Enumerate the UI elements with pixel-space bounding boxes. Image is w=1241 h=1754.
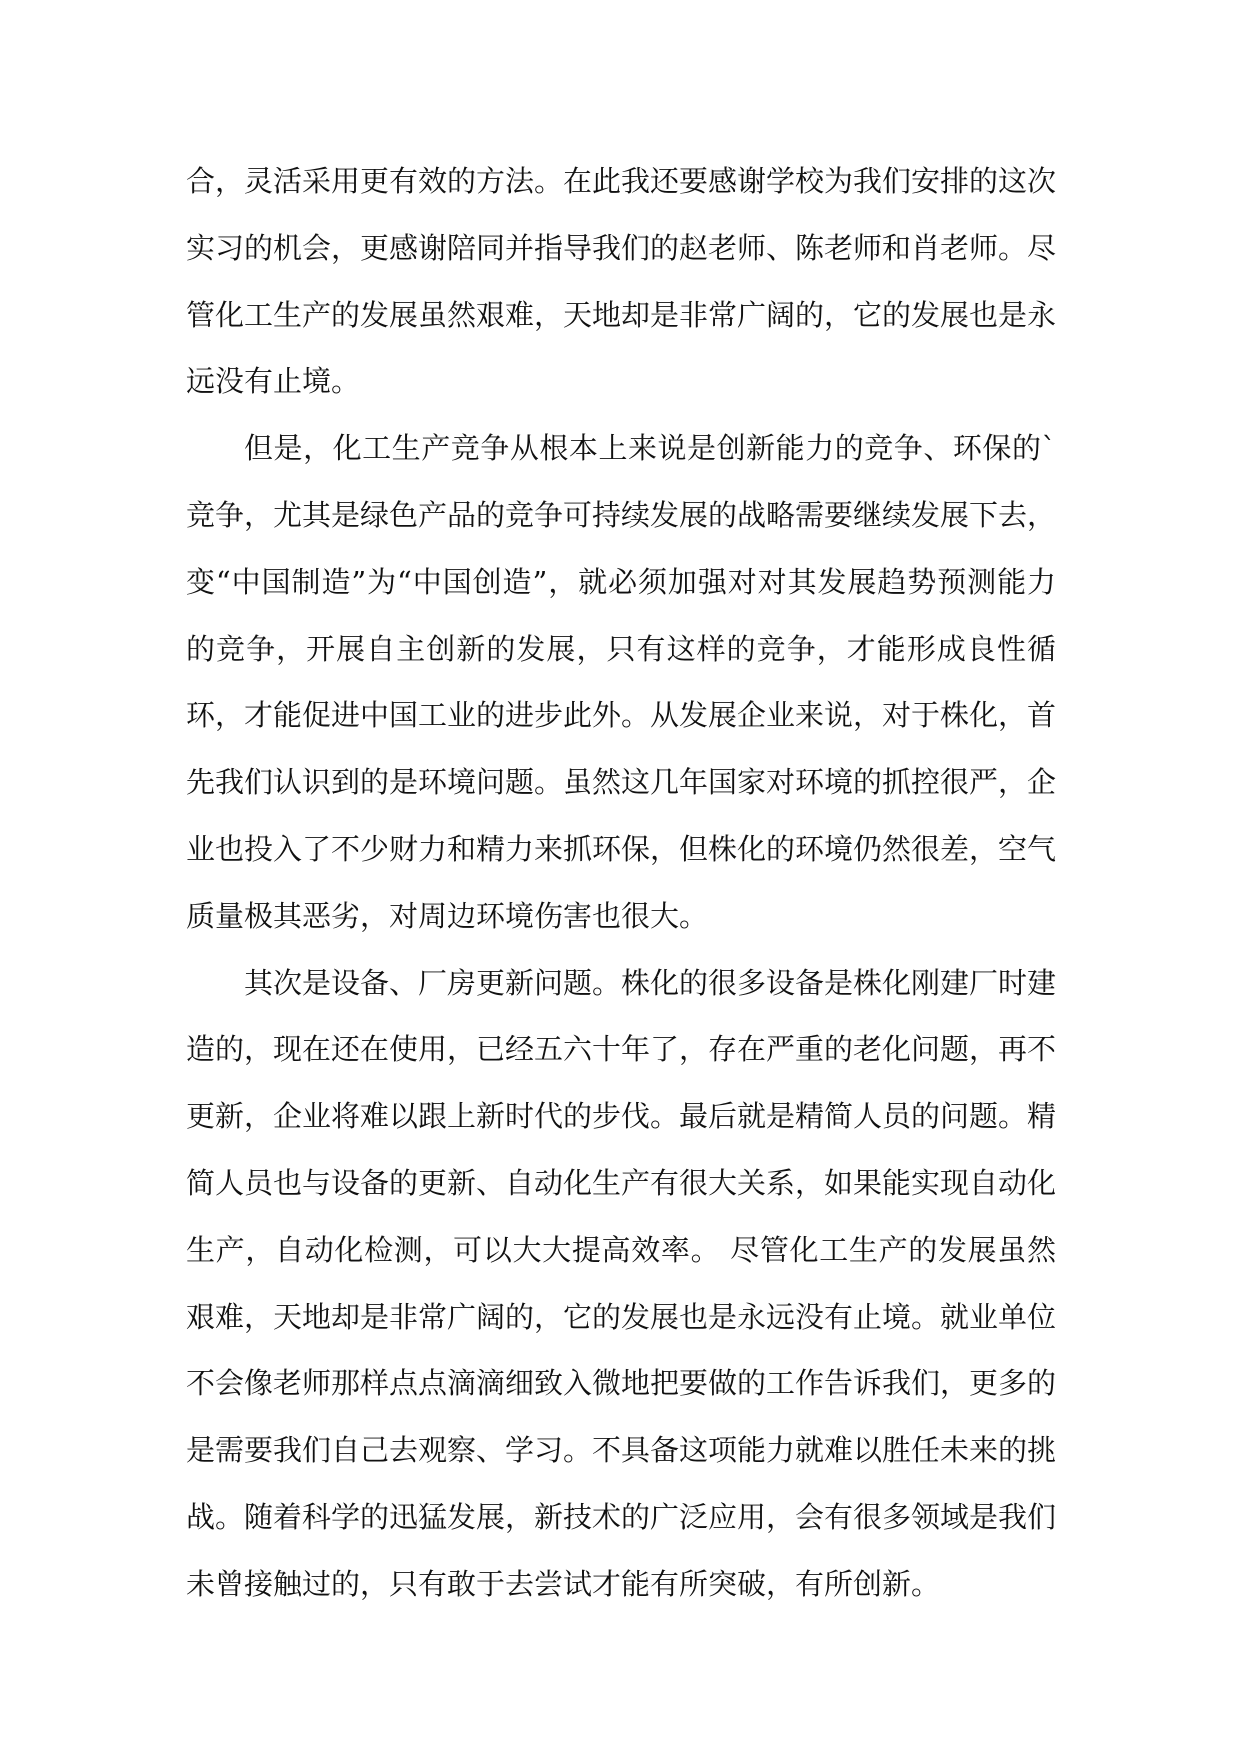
paragraph-3: 其次是设备、厂房更新问题。株化的很多设备是株化刚建厂时建造的，现在还在使用，已经五六十年了，存在严重的老化问题，再不更新，企业将难以跟上新时代的步伐。最后就是精简人员的问题。精简人员也与设备的更新、自动化生产有很大关系，如果能实现自动化生产，自动化检测，可以大大提高效率。 尽管化工生产的发展虽然艰难，天地却是非常广阔的，它的发展也是永远没有止境。就业单位不会像老师那样点点滴滴细致入微地把要做的工作告诉我们，更多的是需要我们自己去观察、学习。不具备这项能力就难以胜任未来的挑战。随着科学的迅猛发展，新技术的广泛应用，会有很多领域是我们未曾接触过的，只有敢于去尝试才能有所突破，有所创新。	[186, 965, 1057, 1601]
paragraph-2: 但是，化工生产竞争从根本上来说是创新能力的竞争、环保的`竞争，尤其是绿色产品的竞争可持续发展的战略需要继续发展下去，变“中国制造”为“中国创造”，就必须加强对对其发展趋势预测能力的竞争，开展自主创新的发展，只有这样的竞争，才能形成良性循环，才能促进中国工业的进步此外。从发展企业来说，对于株化，首先我们认识到的是环境问题。虽然这几年国家对环境的抓控很严，企业也投入了不少财力和精力来抓环保，但株化的环境仍然很差，空气质量极其恶劣，对周边环境伤害也很大。	[186, 431, 1057, 933]
paragraph-1: 合，灵活采用更有效的方法。在此我还要感谢学校为我们安排的这次实习的机会，更感谢陪同并指导我们的赵老师、陈老师和肖老师。尽管化工生产的发展虽然艰难，天地却是非常广阔的，它的发展也是永远没有止境。	[186, 164, 1057, 399]
document-body	[186, 148, 1056, 1618]
